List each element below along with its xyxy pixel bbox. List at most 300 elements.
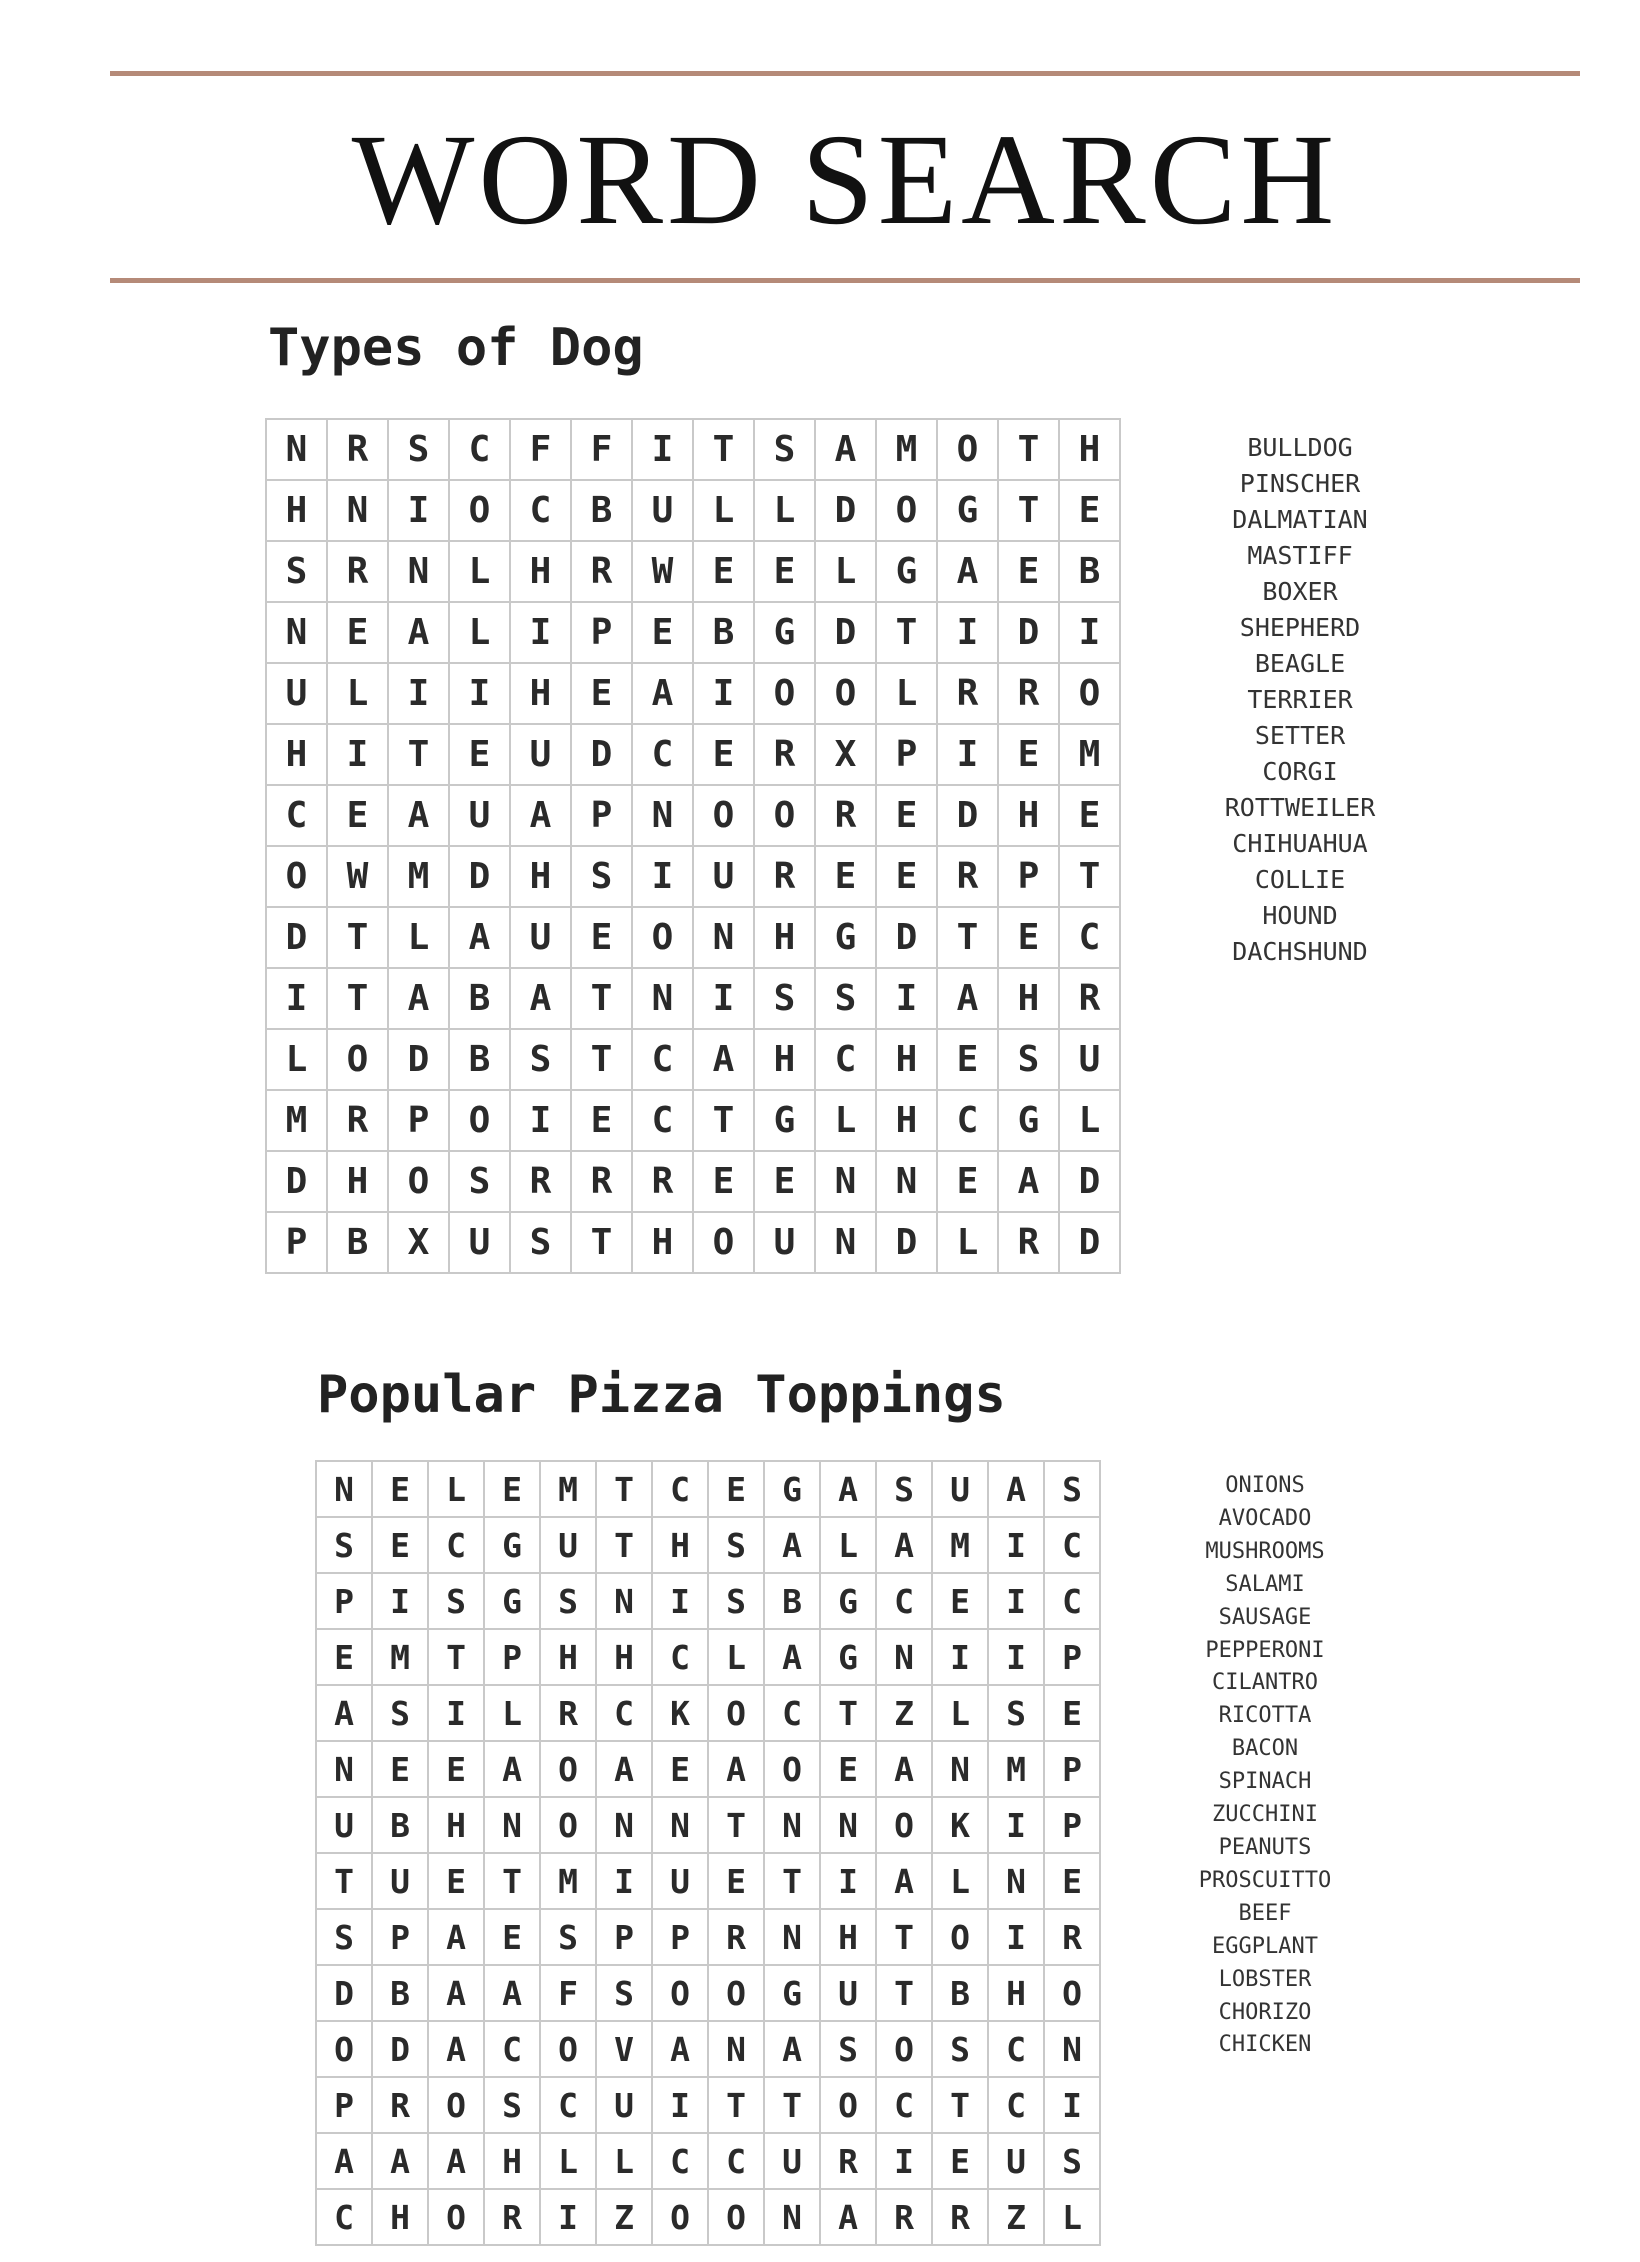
grid-letter: T (937, 907, 998, 968)
grid-letter: L (815, 541, 876, 602)
grid-row (316, 1741, 1100, 1797)
grid-letter: G (937, 480, 998, 541)
grid-row (316, 1461, 1100, 1517)
grid-letter: N (596, 1573, 652, 1629)
grid-letter: C (876, 1573, 932, 1629)
grid-letter: O (540, 2021, 596, 2077)
word-list-item: PEPPERONI (1205, 1637, 1325, 1663)
grid-letter: I (876, 2133, 932, 2189)
grid-letter: R (540, 1685, 596, 1741)
grid-letter: H (596, 1629, 652, 1685)
grid-letter: S (998, 1029, 1059, 1090)
grid-letter: H (754, 1029, 815, 1090)
grid-letter: H (428, 1797, 484, 1853)
word-list-item: AVOCADO (1218, 1505, 1312, 1531)
grid-letter: T (596, 1517, 652, 1573)
page-title: WORD SEARCH (351, 108, 1339, 252)
grid-letter: L (693, 480, 754, 541)
grid-letter: R (708, 1909, 764, 1965)
grid-letter: O (1044, 1965, 1100, 2021)
grid-letter: L (937, 1212, 998, 1273)
grid-letter: O (388, 1151, 449, 1212)
grid-letter: S (266, 541, 327, 602)
grid-letter: T (876, 1965, 932, 2021)
grid-letter: D (571, 724, 632, 785)
grid-row (266, 846, 1120, 907)
word-list-item: BULLDOG (1247, 433, 1353, 462)
grid-letter: N (388, 541, 449, 602)
word-list-item: SHEPHERD (1239, 613, 1361, 642)
grid-letter: D (815, 480, 876, 541)
grid-letter: G (998, 1090, 1059, 1151)
grid-letter: E (484, 1909, 540, 1965)
grid-letter: U (372, 1853, 428, 1909)
grid-letter: I (937, 724, 998, 785)
grid-letter: R (998, 1212, 1059, 1273)
grid-letter: E (693, 541, 754, 602)
grid-letter: I (388, 480, 449, 541)
grid-letter: P (316, 1573, 372, 1629)
grid-letter: T (998, 419, 1059, 480)
grid-letter: N (632, 968, 693, 1029)
grid-letter: E (327, 785, 388, 846)
grid-letter: T (428, 1629, 484, 1685)
grid-letter: A (820, 2189, 876, 2245)
grid-letter: A (428, 1909, 484, 1965)
grid-letter: A (596, 1741, 652, 1797)
grid-letter: N (327, 480, 388, 541)
grid-row (266, 541, 1120, 602)
word-list-item: CHIHUAHUA (1232, 829, 1368, 858)
grid-letter: E (571, 907, 632, 968)
grid-letter: S (708, 1573, 764, 1629)
grid-letter: C (632, 1090, 693, 1151)
grid-letter: E (1059, 480, 1120, 541)
grid-letter: A (372, 2133, 428, 2189)
grid-letter: A (428, 2021, 484, 2077)
grid-letter: S (540, 1909, 596, 1965)
grid-letter: N (815, 1151, 876, 1212)
grid-letter: A (820, 1461, 876, 1517)
grid-letter: P (876, 724, 937, 785)
grid-letter: L (708, 1629, 764, 1685)
grid-letter: C (764, 1685, 820, 1741)
grid-letter: S (449, 1151, 510, 1212)
grid-letter: A (428, 1965, 484, 2021)
grid-letter: I (388, 663, 449, 724)
grid-letter: O (428, 2189, 484, 2245)
grid-letter: H (988, 1965, 1044, 2021)
puzzle-title-pizza: Popular Pizza Toppings (317, 1365, 1006, 1425)
grid-letter: N (815, 1212, 876, 1273)
grid-letter: T (327, 968, 388, 1029)
grid-letter: L (449, 602, 510, 663)
grid-row (316, 1965, 1100, 2021)
grid-letter: D (316, 1965, 372, 2021)
grid-letter: G (820, 1629, 876, 1685)
grid-letter: A (632, 663, 693, 724)
grid-letter: S (754, 419, 815, 480)
grid-letter: I (266, 968, 327, 1029)
grid-letter: A (708, 1741, 764, 1797)
grid-letter: O (876, 1797, 932, 1853)
grid-letter: A (652, 2021, 708, 2077)
grid-letter: I (876, 968, 937, 1029)
grid-letter: C (449, 419, 510, 480)
grid-letter: T (876, 1909, 932, 1965)
grid-letter: U (596, 2077, 652, 2133)
grid-letter: H (372, 2189, 428, 2245)
grid-letter: E (1044, 1853, 1100, 1909)
grid-letter: M (988, 1741, 1044, 1797)
grid-letter: U (932, 1461, 988, 1517)
grid-letter: L (428, 1461, 484, 1517)
grid-letter: G (484, 1517, 540, 1573)
grid-letter: E (372, 1517, 428, 1573)
grid-row (266, 1029, 1120, 1090)
grid-letter: L (266, 1029, 327, 1090)
grid-letter: S (316, 1517, 372, 1573)
grid-letter: F (571, 419, 632, 480)
grid-letter: W (632, 541, 693, 602)
grid-letter: N (484, 1797, 540, 1853)
grid-letter: E (932, 2133, 988, 2189)
grid-letter: A (388, 968, 449, 1029)
grid-letter: A (388, 785, 449, 846)
grid-letter: D (266, 907, 327, 968)
grid-letter: P (998, 846, 1059, 907)
grid-letter: I (327, 724, 388, 785)
grid-letter: E (327, 602, 388, 663)
grid-letter: I (596, 1853, 652, 1909)
grid-letter: C (988, 2077, 1044, 2133)
word-list-item: RICOTTA (1218, 1703, 1312, 1729)
grid-letter: A (764, 2021, 820, 2077)
grid-letter: H (754, 907, 815, 968)
grid-letter: B (764, 1573, 820, 1629)
word-list-item: CHICKEN (1218, 2032, 1312, 2058)
grid-letter: C (1044, 1573, 1100, 1629)
grid-letter: E (652, 1741, 708, 1797)
grid-letter: S (510, 1029, 571, 1090)
grid-letter: M (388, 846, 449, 907)
grid-letter: I (820, 1853, 876, 1909)
grid-letter: Z (988, 2189, 1044, 2245)
grid-letter: T (998, 480, 1059, 541)
grid-letter: I (449, 663, 510, 724)
grid-letter: M (932, 1517, 988, 1573)
grid-letter: T (764, 1853, 820, 1909)
grid-letter: U (754, 1212, 815, 1273)
grid-letter: H (510, 846, 571, 907)
grid-letter: H (632, 1212, 693, 1273)
grid-letter: N (316, 1741, 372, 1797)
grid-letter: E (754, 1151, 815, 1212)
grid-letter: S (988, 1685, 1044, 1741)
word-list-item: ONIONS (1225, 1473, 1305, 1498)
grid-letter: L (540, 2133, 596, 2189)
grid-letter: O (754, 663, 815, 724)
grid-letter: L (820, 1517, 876, 1573)
grid-letter: E (815, 846, 876, 907)
grid-letter: U (764, 2133, 820, 2189)
grid-letter: U (988, 2133, 1044, 2189)
grid-letter: L (1059, 1090, 1120, 1151)
grid-letter: P (372, 1909, 428, 1965)
grid-letter: O (708, 2189, 764, 2245)
grid-letter: A (876, 1517, 932, 1573)
grid-letter: Z (876, 1685, 932, 1741)
grid-letter: L (876, 663, 937, 724)
grid-letter: E (708, 1461, 764, 1517)
grid-letter: T (820, 1685, 876, 1741)
grid-letter: D (815, 602, 876, 663)
grid-letter: T (571, 1212, 632, 1273)
grid-letter: O (708, 1965, 764, 2021)
grid-letter: H (510, 663, 571, 724)
grid-letter: E (632, 602, 693, 663)
grid-letter: S (484, 2077, 540, 2133)
grid-letter: B (693, 602, 754, 663)
grid-letter: M (876, 419, 937, 480)
grid-letter: G (754, 602, 815, 663)
grid-letter: A (764, 1517, 820, 1573)
grid-letter: E (571, 1090, 632, 1151)
grid-letter: E (708, 1853, 764, 1909)
grid-letter: A (998, 1151, 1059, 1212)
grid-letter: I (428, 1685, 484, 1741)
grid-row (266, 724, 1120, 785)
grid-letter: L (327, 663, 388, 724)
grid-letter: E (754, 541, 815, 602)
grid-letter: H (652, 1517, 708, 1573)
grid-letter: D (1059, 1212, 1120, 1273)
grid-letter: B (327, 1212, 388, 1273)
grid-letter: O (876, 2021, 932, 2077)
grid-letter: D (388, 1029, 449, 1090)
grid-letter: H (876, 1029, 937, 1090)
grid-letter: I (510, 1090, 571, 1151)
grid-letter: T (1059, 846, 1120, 907)
grid-letter: A (510, 785, 571, 846)
grid-letter: U (449, 1212, 510, 1273)
word-list-dogs (1190, 430, 1410, 970)
word-list-item: SAUSAGE (1218, 1604, 1312, 1630)
grid-letter: T (932, 2077, 988, 2133)
grid-letter: T (388, 724, 449, 785)
grid-letter: P (1044, 1741, 1100, 1797)
grid-letter: H (998, 785, 1059, 846)
grid-row (266, 907, 1120, 968)
grid-letter: A (815, 419, 876, 480)
word-list-item: HOUND (1262, 901, 1338, 930)
word-list-item: MASTIFF (1247, 541, 1353, 570)
grid-row (266, 602, 1120, 663)
grid-letter: N (266, 602, 327, 663)
grid-letter: B (1059, 541, 1120, 602)
grid-letter: O (693, 1212, 754, 1273)
grid-letter: P (1044, 1629, 1100, 1685)
grid-letter: N (988, 1853, 1044, 1909)
grid-letter: I (937, 602, 998, 663)
word-list-item: TERRIER (1247, 685, 1353, 714)
grid-letter: N (820, 1797, 876, 1853)
grid-letter: M (540, 1461, 596, 1517)
grid-letter: T (708, 2077, 764, 2133)
grid-letter: P (266, 1212, 327, 1273)
grid-letter: O (932, 1909, 988, 1965)
grid-letter: I (693, 968, 754, 1029)
grid-letter: T (571, 968, 632, 1029)
grid-letter: O (937, 419, 998, 480)
grid-letter: O (754, 785, 815, 846)
grid-letter: R (1059, 968, 1120, 1029)
grid-letter: E (876, 785, 937, 846)
grid-letter: E (937, 1151, 998, 1212)
grid-letter: S (876, 1461, 932, 1517)
grid-letter: U (540, 1517, 596, 1573)
grid-letter: N (764, 1797, 820, 1853)
grid-letter: R (937, 846, 998, 907)
grid-letter: N (764, 1909, 820, 1965)
grid-letter: U (632, 480, 693, 541)
grid-letter: E (693, 1151, 754, 1212)
grid-letter: R (372, 2077, 428, 2133)
grid-letter: H (266, 724, 327, 785)
grid-row (316, 1573, 1100, 1629)
grid-letter: U (316, 1797, 372, 1853)
grid-letter: B (449, 968, 510, 1029)
grid-letter: D (1059, 1151, 1120, 1212)
grid-letter: P (388, 1090, 449, 1151)
grid-letter: B (372, 1965, 428, 2021)
grid-letter: S (571, 846, 632, 907)
grid-letter: T (693, 419, 754, 480)
grid-letter: T (484, 1853, 540, 1909)
grid-letter: L (1044, 2189, 1100, 2245)
grid-row (316, 2189, 1100, 2245)
grid-row (316, 1629, 1100, 1685)
grid-letter: X (815, 724, 876, 785)
grid-row (266, 1090, 1120, 1151)
puzzle-title-dogs: Types of Dog (268, 318, 644, 378)
grid-letter: O (632, 907, 693, 968)
grid-letter: A (428, 2133, 484, 2189)
grid-letter: H (876, 1090, 937, 1151)
grid-letter: N (1044, 2021, 1100, 2077)
grid-letter: R (932, 2189, 988, 2245)
grid-letter: U (652, 1853, 708, 1909)
grid-row (316, 2133, 1100, 2189)
grid-letter: I (510, 602, 571, 663)
grid-letter: E (932, 1573, 988, 1629)
grid-letter: D (876, 907, 937, 968)
word-list-item: MUSHROOMS (1205, 1538, 1325, 1564)
grid-letter: E (316, 1629, 372, 1685)
grid-letter: G (484, 1573, 540, 1629)
grid-letter: P (1044, 1797, 1100, 1853)
grid-letter: T (764, 2077, 820, 2133)
word-list-item: CORGI (1262, 757, 1338, 786)
grid-letter: S (428, 1573, 484, 1629)
grid-row (316, 1797, 1100, 1853)
grid-letter: U (693, 846, 754, 907)
word-list-item: BEEF (1238, 1900, 1292, 1926)
grid-letter: T (693, 1090, 754, 1151)
grid-letter: M (540, 1853, 596, 1909)
grid-letter: F (510, 419, 571, 480)
grid-letter: I (540, 2189, 596, 2245)
grid-letter: I (693, 663, 754, 724)
grid-letter: L (484, 1685, 540, 1741)
grid-letter: I (632, 846, 693, 907)
grid-letter: M (1059, 724, 1120, 785)
grid-letter: U (266, 663, 327, 724)
grid-letter: E (1059, 785, 1120, 846)
grid-letter: G (764, 1965, 820, 2021)
grid-letter: H (820, 1909, 876, 1965)
grid-letter: I (632, 419, 693, 480)
header-bottom-rule (110, 278, 1580, 283)
grid-letter: N (266, 419, 327, 480)
grid-letter: U (510, 724, 571, 785)
grid-letter: N (876, 1151, 937, 1212)
grid-letter: E (998, 724, 1059, 785)
grid-letter: S (708, 1517, 764, 1573)
grid-letter: O (327, 1029, 388, 1090)
grid-letter: E (571, 663, 632, 724)
grid-letter: L (932, 1853, 988, 1909)
grid-letter: N (932, 1741, 988, 1797)
grid-row (266, 1212, 1120, 1273)
grid-letter: S (820, 2021, 876, 2077)
grid-letter: I (988, 1629, 1044, 1685)
grid-letter: A (937, 968, 998, 1029)
grid-letter: D (372, 2021, 428, 2077)
grid-letter: O (708, 1685, 764, 1741)
grid-letter: M (372, 1629, 428, 1685)
grid-letter: S (316, 1909, 372, 1965)
grid-letter: A (449, 907, 510, 968)
grid-letter: G (876, 541, 937, 602)
word-list-item: PROSCUITTO (1198, 1867, 1332, 1893)
word-list-item: PINSCHER (1239, 469, 1361, 498)
grid-letter: R (510, 1151, 571, 1212)
grid-letter: G (815, 907, 876, 968)
grid-letter: I (652, 1573, 708, 1629)
grid-letter: N (764, 2189, 820, 2245)
grid-letter: A (876, 1853, 932, 1909)
grid-letter: N (693, 907, 754, 968)
grid-letter: C (316, 2189, 372, 2245)
grid-letter: L (596, 2133, 652, 2189)
grid-letter: O (876, 480, 937, 541)
grid-letter: C (652, 1629, 708, 1685)
word-list-item: DALMATIAN (1232, 505, 1368, 534)
grid-letter: R (876, 2189, 932, 2245)
grid-letter: O (764, 1741, 820, 1797)
word-list-item: BOXER (1262, 577, 1338, 606)
grid-row (266, 663, 1120, 724)
word-list-item: ZUCCHINI (1212, 1802, 1318, 1828)
grid-letter: I (1059, 602, 1120, 663)
word-list-item: SPINACH (1218, 1769, 1312, 1795)
grid-letter: I (988, 1517, 1044, 1573)
grid-letter: I (372, 1573, 428, 1629)
grid-letter: S (754, 968, 815, 1029)
grid-letter: C (428, 1517, 484, 1573)
grid-letter: C (632, 1029, 693, 1090)
